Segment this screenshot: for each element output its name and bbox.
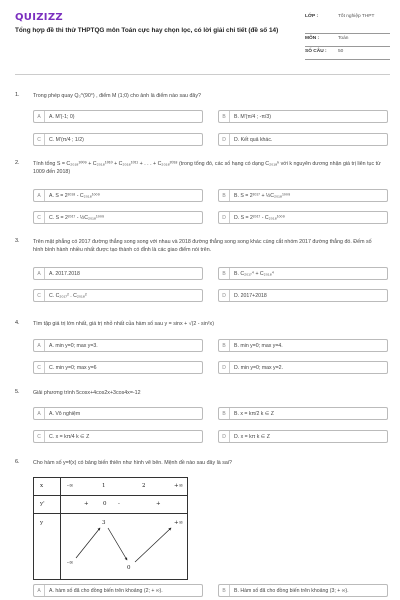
question-number: 4. [15,320,20,326]
option-text: B. min y=0; max y=4. [234,343,283,349]
option-d[interactable] [218,211,388,224]
option-d[interactable] [218,430,388,443]
x-value: 1 [102,483,106,489]
header-divider [15,74,390,75]
option-text: A. min y=0; max y=3. [49,343,98,349]
option-text: D. S = 2²⁰¹⁷ - C₂₀₁₈¹⁰⁰⁹ [234,215,285,221]
question-number: 2. [15,160,20,166]
option-a[interactable] [33,267,203,280]
option-letter: B [219,340,230,351]
option-text: B. C₂₀₁₇⁴ + C₂₀₁₈⁴ [234,271,274,277]
option-letter: A [34,585,45,596]
option-letter: A [34,190,45,201]
decreasing-arrow [108,528,127,560]
question-3 [15,238,390,308]
increasing-arrow [135,528,171,562]
option-letter: A [34,111,45,122]
option-d[interactable] [218,361,388,374]
option-letter: B [219,190,230,201]
x-value: +∞ [174,483,184,489]
question-number: 6. [15,459,20,465]
option-letter: C [34,290,45,301]
question-text: Tính tổng S = C₂₀₁₈¹⁰⁰⁹ + C₂₀₁₈¹⁰¹⁰ + C₂₀₁₈¹⁰¹¹ + . . . + C₂₀₁₈²⁰¹⁸ (trong tổng đó, các số hạng có dạng C₂₀₁₈ᵏ với k nguyên dương nhận giá trị liên tục từ 1009 đến 2018) [33,161,381,175]
question-1 [15,92,390,152]
option-letter: A [34,408,45,419]
yprime-row-label: y' [40,501,45,507]
class-label: LỚP : [305,14,319,19]
question-count-value: 50 [338,49,344,54]
option-c[interactable] [33,430,203,443]
option-b[interactable] [218,407,388,420]
option-b[interactable] [218,584,388,597]
option-letter: A [34,268,45,279]
document-title: Tổng hợp đề thi thử THPTQG môn Toán cực hay chọn lọc, có lời giải chi tiết (đề số 14) [15,27,279,34]
option-letter: A [34,340,45,351]
option-letter: B [219,111,230,122]
option-text: C. x = kπ/4 k ∈ Z [49,434,90,440]
option-text: D. 2017+2018 [234,293,267,299]
option-c[interactable] [33,211,203,224]
option-text: D. min y=0; max y=2. [234,365,284,371]
increasing-arrow [76,528,100,558]
question-count-label: SỐ CÂU : [305,49,327,54]
option-letter: D [219,362,230,373]
option-letter: C [34,362,45,373]
meta-row-subject [305,34,390,47]
question-number: 3. [15,238,20,244]
y-value: 3 [102,520,106,526]
option-d[interactable] [218,133,388,146]
option-letter: D [219,431,230,442]
option-a[interactable] [33,110,203,123]
question-2 [15,160,390,230]
question-text: Cho hàm số y=f(x) có bảng biến thiên như hình vẽ bên. Mệnh đề nào sau đây là sai? [33,460,232,466]
option-b[interactable] [218,110,388,123]
class-value: Tốt nghiệp THPT [338,14,375,19]
option-letter: B [219,408,230,419]
x-value: 2 [142,483,146,489]
option-text: B. M'(π/4 ; -π/3) [234,114,271,120]
option-a[interactable] [33,189,203,202]
option-c[interactable] [33,361,203,374]
option-text: D. Kết quả khác. [234,137,273,143]
option-text: A. 2017.2018 [49,271,80,277]
y-value: +∞ [174,520,184,526]
x-row-label: x [40,483,44,489]
option-b[interactable] [218,339,388,352]
option-c[interactable] [33,289,203,302]
question-text: Trong phép quay Q₀^(90°) , điểm M (1;0) cho ảnh là điểm nào sau đây? [33,93,201,99]
yprime-sign: - [118,501,120,507]
meta-panel [305,12,390,60]
x-value: -∞ [67,483,74,489]
option-text: C. S = 2²⁰¹⁷ - ½C₂₀₁₈¹⁰⁰⁹ [49,215,105,221]
variation-table [33,477,188,580]
option-letter: D [219,134,230,145]
option-letter: B [219,268,230,279]
yprime-sign: + [84,501,89,507]
yprime-sign: 0 [103,501,107,507]
subject-value: Toán [338,36,349,41]
question-number: 5. [15,389,20,395]
option-text: C. min y=0; max y=6 [49,365,97,371]
meta-row-count [305,47,390,60]
option-a[interactable] [33,584,203,597]
question-text: Trên mặt phẳng có 2017 đường thẳng song song với nhau và 2018 đường thẳng song song khác cùng cắt nhóm 2017 đường thẳng đó. Đếm số hình bình hành nhiều nhất được tạo thành có đỉnh là các giao điểm nói trên. [33,239,372,253]
option-letter: B [219,585,230,596]
option-letter: D [219,212,230,223]
subject-label: MÔN : [305,36,320,41]
question-number: 1. [15,92,20,98]
question-4 [15,320,390,380]
option-text: A. M'(-1; 0) [49,114,75,120]
option-b[interactable] [218,267,388,280]
question-text: Giải phương trình 5cosx+4cos2x+3cos4x=-12 [33,390,141,396]
question-text: Tìm tập giá trị lớn nhất, giá trị nhỏ nhất của hàm số sau y = sinx + √(2 - sin²x) [33,321,214,327]
option-text: B. Hàm số đã cho đồng biến trên khoảng (3; + ∞). [234,588,349,594]
variation-arrows [34,478,189,581]
option-text: B. S = 2²⁰¹⁷ + ½C₂₀₁₈¹⁰⁰⁹ [234,193,291,199]
y-value: -∞ [67,560,74,566]
question-5 [15,389,390,449]
option-text: A. S = 2²⁰¹⁸ - C₂₀₁₈¹⁰⁰⁹ [49,193,100,199]
option-text: C. C₂₀₁₇² . C₂₀₁₈² [49,293,87,299]
option-text: A. hàm số đã cho đồng biến trên khoảng (2; + ∞). [49,588,163,594]
meta-row-class [305,12,390,34]
option-text: A. Vô nghiệm [49,411,81,417]
option-c[interactable] [33,133,203,146]
option-a[interactable] [33,339,203,352]
option-letter: D [219,290,230,301]
option-letter: C [34,134,45,145]
option-b[interactable] [218,189,388,202]
y-value: 0 [127,565,131,571]
option-d[interactable] [218,289,388,302]
option-text: B. x = kπ/2 k ∈ Z [234,411,274,417]
option-letter: C [34,212,45,223]
y-row-label: y [40,520,44,526]
quizizz-logo: QUIZIZZ [15,12,63,23]
option-letter: C [34,431,45,442]
option-text: C. M'(π/4 ; 1/2) [49,137,84,143]
option-a[interactable] [33,407,203,420]
option-text: D. x = kπ k ∈ Z [234,434,270,440]
yprime-sign: + [156,501,161,507]
